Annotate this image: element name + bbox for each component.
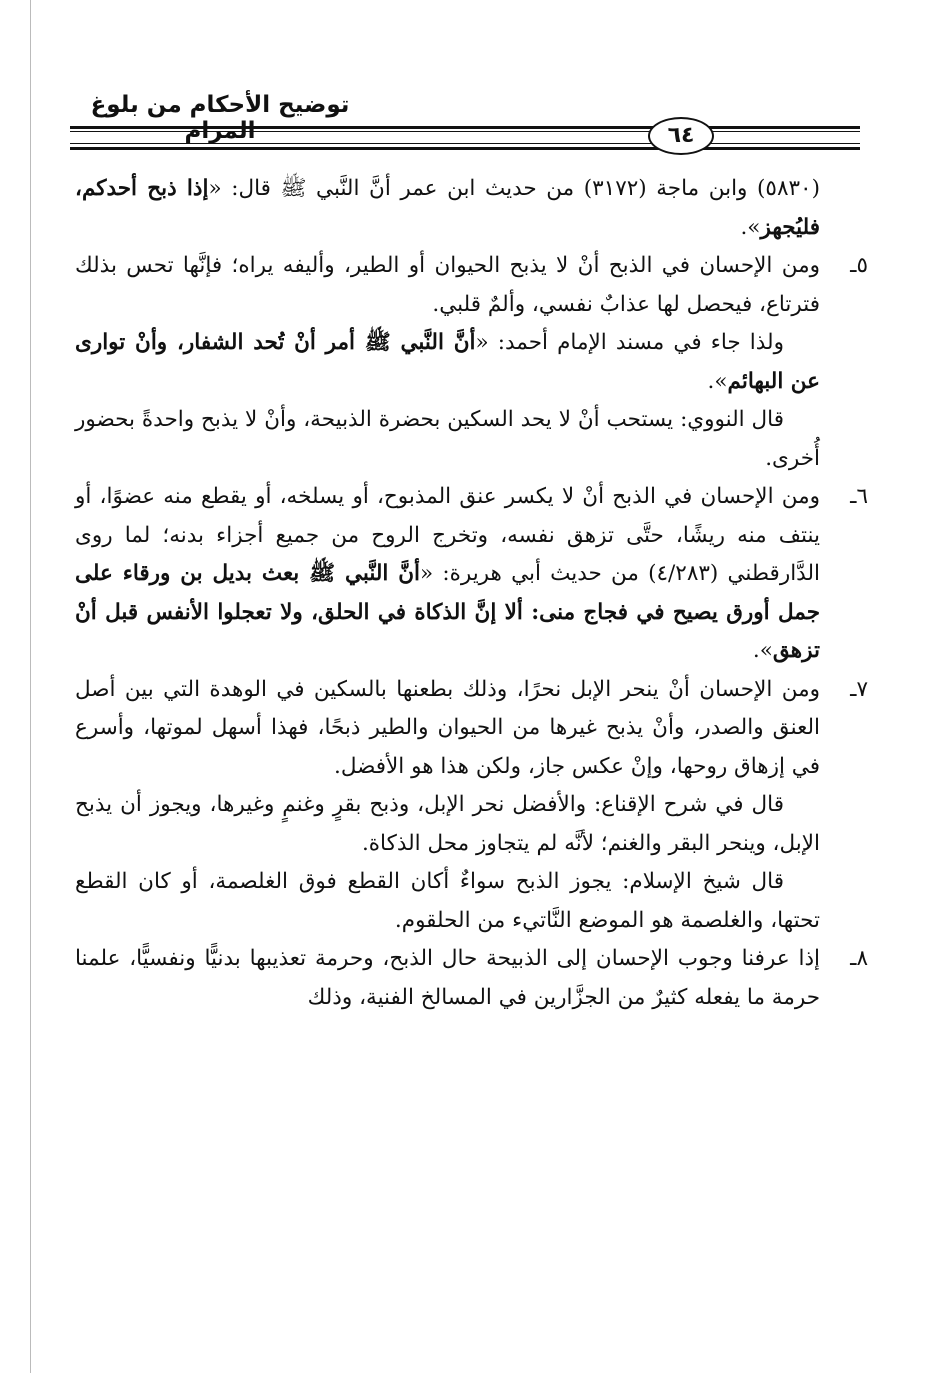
- header-rule: [70, 126, 860, 129]
- page-body: [75, 170, 868, 1017]
- item-text: ومن الإحسان في الذبح أنْ لا يكسر عنق المذبوح، أو يسلخه، أو يقطع منه عضوًا، أو ينتف منه ريشًا، حتَّى تزهق نفسه، وتخرج الروح من جميع أجزاء بدنه؛ لما روى الدَّارقطني (٤/٢٨٣) من حديث أبي هريرة: «أنَّ النَّبي ﷺ بعث بديل بن ورقاء على جمل أورق يصيح في فجاج منى: ألا إنَّ الذكاة في الحلق، ولا تعجلوا الأنفس قبل أنْ تزهق».: [75, 484, 820, 663]
- paragraph-musnad-ahmad: ولذا جاء في مسند الإمام أحمد: «أنَّ النَّبي ﷺ أمر أنْ تُحد الشفار، وأنْ توارى عن البهائم».: [75, 330, 820, 394]
- running-header-title: توضيح الأحكام من بلوغ: [90, 92, 350, 118]
- item-text: إذا عرفنا وجوب الإحسان إلى الذبيحة حال الذبح، وحرمة تعذيبها بدنيًّا ونفسيًّا، علمنا حرمة ما يفعله كثيرٌ من الجزَّارين في المسالخ الفنية، وذلك: [75, 946, 820, 1010]
- header-rule: [70, 147, 860, 150]
- item-text: ومن الإحسان في الذبح أنْ لا يذبح الحيوان أو الطير، وأليفه يراه؛ فإنَّها تحس بذلك فترتاع، فيحصل لها عذابٌ نفسي، وألمٌ قلبي.: [75, 253, 820, 317]
- header-rule: [70, 143, 860, 144]
- item-text: ومن الإحسان أنْ ينحر الإبل نحرًا، وذلك بطعنها بالسكين في الوهدة التي بين أصل العنق والصدر، وأنْ يذبح غيرها من الحيوان والطير ذبحًا، فهذا أسهل لموتها، وأسرع في إزهاق روحها، وإنْ عكس جاز، ولكن هذا هو الأفضل.: [75, 676, 820, 779]
- header-rule: [70, 131, 860, 132]
- item-number: ٦ـ: [850, 484, 868, 509]
- page-number: ٦٤: [648, 117, 714, 155]
- list-item-6: [75, 478, 868, 671]
- list-item-8: [75, 940, 868, 1017]
- scan-edge-line: [30, 0, 31, 1373]
- paragraph-hadith-ibn-umar: (٥٨٣٠) وابن ماجة (٣١٧٢) من حديث ابن عمر أنَّ النَّبي ﷺ قال: «إذا ذبح أحدكم، فليُجهز».: [75, 176, 820, 240]
- list-item-7: [75, 671, 868, 787]
- item-number: ٨ـ: [850, 946, 868, 971]
- list-item-5: [75, 247, 868, 324]
- paragraph-shaykh-islam: قال شيخ الإسلام: يجوز الذبح سواءٌ أكان القطع فوق الغلصمة، أو كان القطع تحتها، والغلصمة هو الموضع النَّاتيء من الحلقوم.: [75, 869, 820, 933]
- paragraph-sharh-iqna: قال في شرح الإقناع: والأفضل نحر الإبل، وذبح بقرٍ وغنمٍ وغيرها، ويجوز أن يذبح الإبل، وينحر البقر والغنم؛ لأنَّه لم يتجاوز محل الذكاة.: [75, 792, 820, 856]
- item-number: ٧ـ: [850, 676, 868, 702]
- item-number: ٥ـ: [850, 253, 868, 278]
- paragraph-nawawi: قال النووي: يستحب أنْ لا يحد السكين بحضرة الذبيحة، وأنْ لا يذبح واحدةً بحضور أُخرى.: [75, 407, 820, 471]
